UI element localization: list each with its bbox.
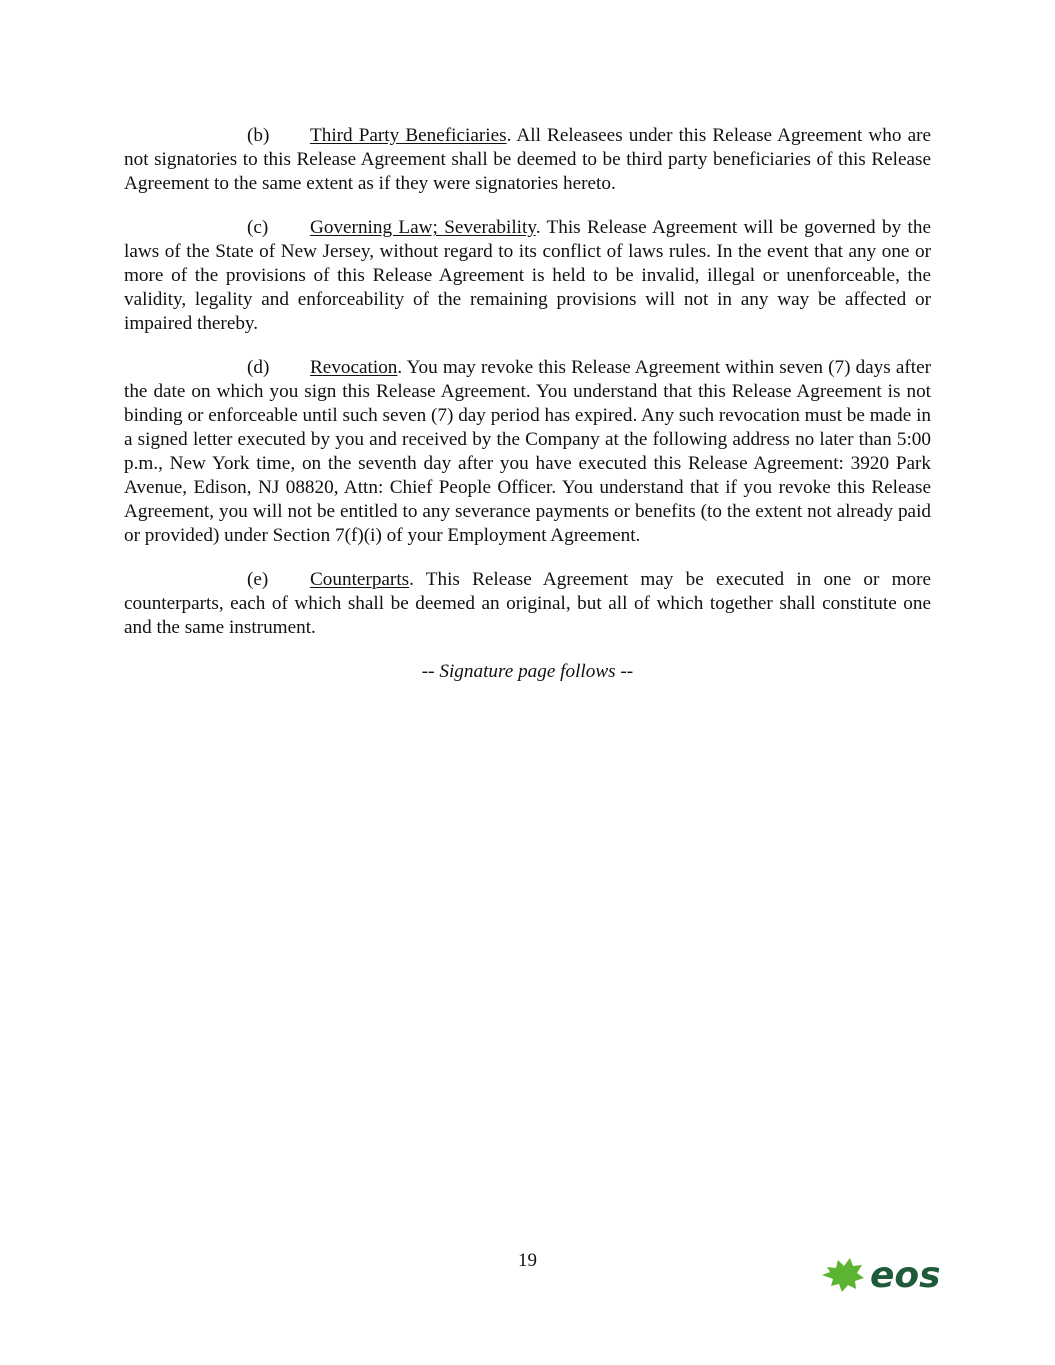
paragraph-body: . This Release Agreement may be executed in one or more counterparts, each of which shall be deemed an original, but all of which together shall constitute one and the same instrument. [124, 569, 931, 638]
signature-note-prefix: -- [421, 661, 440, 683]
paragraph-number: (c) [247, 217, 269, 239]
paragraph-number: (d) [247, 357, 270, 379]
leaf-icon [822, 1258, 864, 1292]
paragraph-number: (e) [247, 569, 269, 590]
paragraph-b [124, 124, 931, 196]
page-number: 19 [518, 1250, 537, 1271]
document-page [124, 124, 931, 684]
signature-note-text: Signature page follows [439, 661, 616, 683]
paragraph-heading: Counterparts [310, 569, 410, 590]
paragraph-heading: Third Party Beneficiaries [310, 125, 507, 146]
paragraph-c [124, 216, 931, 336]
eos-wordmark: eos [870, 1255, 941, 1296]
paragraph-body: . You may revoke this Release Agreement within seven (7) days after the date on which you sign this Release Agreement. You understand that this Release Agreement is not binding or enforceable until such seven (7) day period has expired. Any such revocation must be made in a signed letter executed by you and received by the Company at the following address no later than 5:00 p.m., New York time, on the seventh day after you have executed this Release Agreement: 3920 Park Avenue, Edison, NJ 08820, Attn: Chief People Officer. You understand that if you revoke this Release Agreement, you will not be entitled to any severance payments or benefits (to the extent not already paid or provided) under Section 7(f)(i) of your Employment Agreement. [124, 357, 931, 546]
paragraph-body: . This Release Agreement will be governed by the laws of the State of New Jersey, without regard to its conflict of laws rules. In the event that any one or more of the provisions of this Release Agreement is held to be invalid, illegal or unenforceable, the validity, legality and enforceability of the remaining provisions will not in any way be affected or impaired thereby. [124, 217, 931, 334]
paragraph-d [124, 356, 931, 547]
paragraph-body: . All Releasees under this Release Agreement who are not signatories to this Release Agreement shall be deemed to be third party beneficiaries of this Release Agreement to the same extent as if they were signatories hereto. [124, 125, 932, 194]
signature-page-note [124, 660, 931, 684]
paragraph-heading: Revocation [310, 357, 398, 379]
signature-note-suffix: -- [615, 661, 634, 683]
eos-logo [820, 1254, 960, 1296]
paragraph-number: (b) [247, 125, 270, 146]
paragraph-e [124, 568, 931, 640]
paragraph-heading: Governing Law; Severability [310, 217, 536, 239]
